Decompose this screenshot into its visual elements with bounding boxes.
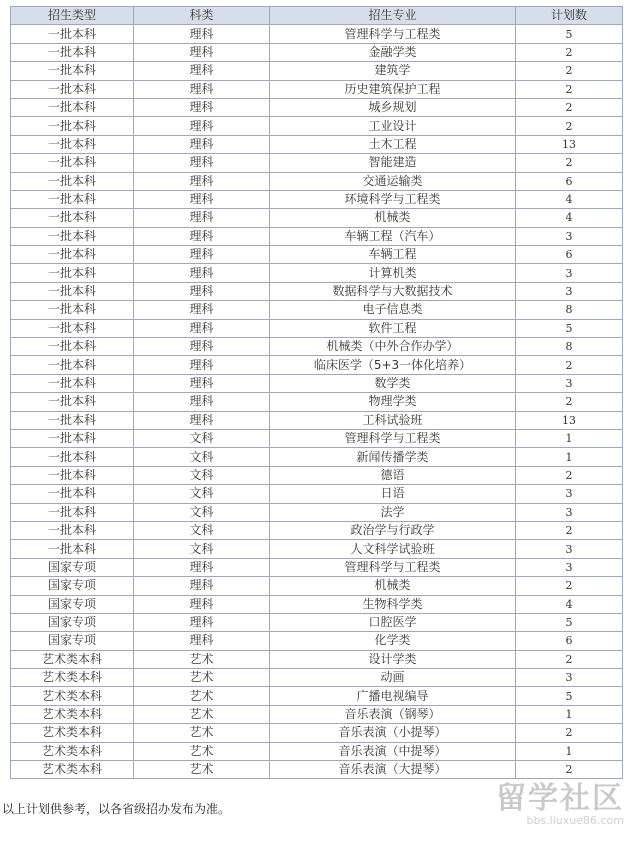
- cell-major: 化学类: [270, 632, 516, 650]
- cell-enrollment-type: 一批本科: [11, 356, 134, 374]
- cell-subject-category: 理科: [134, 319, 270, 337]
- cell-plan-count: 3: [516, 282, 623, 300]
- cell-plan-count: 2: [516, 650, 623, 668]
- cell-subject-category: 理科: [134, 43, 270, 61]
- cell-plan-count: 3: [516, 485, 623, 503]
- table-row: [11, 448, 623, 466]
- table-row: [11, 411, 623, 429]
- cell-major: 机械类（中外合作办学）: [270, 338, 516, 356]
- cell-major: 城乡规划: [270, 98, 516, 116]
- header-major: 招生专业: [270, 7, 516, 25]
- cell-enrollment-type: 一批本科: [11, 393, 134, 411]
- cell-plan-count: 5: [516, 687, 623, 705]
- cell-enrollment-type: 一批本科: [11, 429, 134, 447]
- cell-major: 计算机类: [270, 264, 516, 282]
- cell-subject-category: 理科: [134, 190, 270, 208]
- cell-enrollment-type: 国家专项: [11, 577, 134, 595]
- table-row: [11, 577, 623, 595]
- cell-major: 软件工程: [270, 319, 516, 337]
- cell-enrollment-type: 一批本科: [11, 62, 134, 80]
- table-row: [11, 227, 623, 245]
- cell-major: 音乐表演（大提琴）: [270, 761, 516, 779]
- table-row: [11, 190, 623, 208]
- cell-plan-count: 4: [516, 190, 623, 208]
- cell-plan-count: 4: [516, 595, 623, 613]
- cell-major: 机械类: [270, 209, 516, 227]
- cell-plan-count: 2: [516, 724, 623, 742]
- table-row: [11, 338, 623, 356]
- cell-subject-category: 理科: [134, 595, 270, 613]
- cell-major: 车辆工程（汽车）: [270, 227, 516, 245]
- cell-plan-count: 1: [516, 705, 623, 723]
- cell-major: 工业设计: [270, 117, 516, 135]
- cell-subject-category: 理科: [134, 80, 270, 98]
- cell-subject-category: 文科: [134, 429, 270, 447]
- table-row: [11, 595, 623, 613]
- cell-plan-count: 5: [516, 319, 623, 337]
- cell-enrollment-type: 一批本科: [11, 521, 134, 539]
- cell-major: 动画: [270, 669, 516, 687]
- cell-enrollment-type: 一批本科: [11, 448, 134, 466]
- cell-subject-category: 理科: [134, 374, 270, 392]
- cell-enrollment-type: 艺术类本科: [11, 742, 134, 760]
- cell-major: 电子信息类: [270, 301, 516, 319]
- cell-subject-category: 理科: [134, 282, 270, 300]
- cell-major: 智能建造: [270, 154, 516, 172]
- cell-enrollment-type: 艺术类本科: [11, 761, 134, 779]
- cell-plan-count: 2: [516, 117, 623, 135]
- cell-plan-count: 2: [516, 43, 623, 61]
- table-row: [11, 374, 623, 392]
- cell-subject-category: 理科: [134, 25, 270, 43]
- table-row: [11, 466, 623, 484]
- cell-enrollment-type: 一批本科: [11, 135, 134, 153]
- cell-subject-category: 艺术: [134, 705, 270, 723]
- table-row: [11, 669, 623, 687]
- table-row: [11, 282, 623, 300]
- cell-plan-count: 1: [516, 448, 623, 466]
- table-row: [11, 521, 623, 539]
- cell-major: 机械类: [270, 577, 516, 595]
- cell-enrollment-type: 国家专项: [11, 595, 134, 613]
- cell-plan-count: 3: [516, 374, 623, 392]
- table-row: [11, 80, 623, 98]
- table-row: [11, 742, 623, 760]
- cell-plan-count: 5: [516, 613, 623, 631]
- watermark-url: bbs.liuxue86.com: [526, 814, 624, 827]
- cell-enrollment-type: 一批本科: [11, 117, 134, 135]
- table-row: [11, 632, 623, 650]
- cell-major: 管理科学与工程类: [270, 429, 516, 447]
- cell-subject-category: 艺术: [134, 687, 270, 705]
- cell-plan-count: 1: [516, 742, 623, 760]
- cell-plan-count: 3: [516, 503, 623, 521]
- cell-subject-category: 理科: [134, 172, 270, 190]
- cell-subject-category: 文科: [134, 503, 270, 521]
- cell-plan-count: 13: [516, 411, 623, 429]
- cell-enrollment-type: 一批本科: [11, 190, 134, 208]
- table-row: [11, 724, 623, 742]
- table-row: [11, 393, 623, 411]
- cell-enrollment-type: 一批本科: [11, 227, 134, 245]
- cell-enrollment-type: 艺术类本科: [11, 650, 134, 668]
- cell-major: 生物科学类: [270, 595, 516, 613]
- header-subject-category: 科类: [134, 7, 270, 25]
- table-row: [11, 687, 623, 705]
- table-row: [11, 540, 623, 558]
- cell-plan-count: 5: [516, 25, 623, 43]
- cell-subject-category: 理科: [134, 338, 270, 356]
- cell-plan-count: 13: [516, 135, 623, 153]
- cell-subject-category: 理科: [134, 209, 270, 227]
- enrollment-plan-table: [10, 6, 623, 779]
- cell-plan-count: 2: [516, 154, 623, 172]
- cell-subject-category: 理科: [134, 227, 270, 245]
- cell-major: 广播电视编导: [270, 687, 516, 705]
- table-row: [11, 301, 623, 319]
- cell-major: 历史建筑保护工程: [270, 80, 516, 98]
- cell-plan-count: 2: [516, 761, 623, 779]
- table-row: [11, 43, 623, 61]
- cell-major: 口腔医学: [270, 613, 516, 631]
- cell-plan-count: 6: [516, 172, 623, 190]
- cell-enrollment-type: 一批本科: [11, 301, 134, 319]
- cell-enrollment-type: 艺术类本科: [11, 705, 134, 723]
- table-row: [11, 650, 623, 668]
- cell-plan-count: 2: [516, 80, 623, 98]
- header-enrollment-type: 招生类型: [11, 7, 134, 25]
- table-row: [11, 264, 623, 282]
- cell-plan-count: 2: [516, 393, 623, 411]
- cell-subject-category: 理科: [134, 117, 270, 135]
- cell-major: 数据科学与大数据技术: [270, 282, 516, 300]
- cell-subject-category: 理科: [134, 393, 270, 411]
- cell-major: 物理学类: [270, 393, 516, 411]
- cell-subject-category: 理科: [134, 246, 270, 264]
- cell-enrollment-type: 艺术类本科: [11, 669, 134, 687]
- cell-major: 数学类: [270, 374, 516, 392]
- cell-enrollment-type: 一批本科: [11, 246, 134, 264]
- cell-subject-category: 艺术: [134, 724, 270, 742]
- header-plan-count: 计划数: [516, 7, 623, 25]
- table-row: [11, 117, 623, 135]
- cell-major: 交通运输类: [270, 172, 516, 190]
- cell-plan-count: 6: [516, 632, 623, 650]
- cell-plan-count: 3: [516, 558, 623, 576]
- cell-major: 政治学与行政学: [270, 521, 516, 539]
- cell-major: 环境科学与工程类: [270, 190, 516, 208]
- cell-plan-count: 8: [516, 338, 623, 356]
- cell-major: 车辆工程: [270, 246, 516, 264]
- cell-subject-category: 理科: [134, 411, 270, 429]
- footnote: 以上计划供参考，以各省级招办发布为准。: [2, 802, 231, 816]
- cell-major: 金融学类: [270, 43, 516, 61]
- table-header-row: [11, 7, 623, 25]
- cell-enrollment-type: 一批本科: [11, 209, 134, 227]
- cell-enrollment-type: 一批本科: [11, 338, 134, 356]
- table-row: [11, 98, 623, 116]
- watermark-title: 留学社区: [496, 781, 624, 816]
- plan-table-container: [10, 6, 622, 779]
- cell-plan-count: 1: [516, 429, 623, 447]
- cell-major: 建筑学: [270, 62, 516, 80]
- table-body: [11, 25, 623, 779]
- cell-subject-category: 理科: [134, 135, 270, 153]
- cell-plan-count: 2: [516, 577, 623, 595]
- cell-plan-count: 3: [516, 540, 623, 558]
- cell-subject-category: 理科: [134, 632, 270, 650]
- cell-major: 人文科学试验班: [270, 540, 516, 558]
- cell-enrollment-type: 国家专项: [11, 613, 134, 631]
- cell-subject-category: 文科: [134, 521, 270, 539]
- cell-plan-count: 3: [516, 669, 623, 687]
- cell-subject-category: 艺术: [134, 669, 270, 687]
- table-row: [11, 485, 623, 503]
- cell-plan-count: 3: [516, 264, 623, 282]
- cell-plan-count: 6: [516, 246, 623, 264]
- cell-plan-count: 2: [516, 466, 623, 484]
- cell-enrollment-type: 一批本科: [11, 43, 134, 61]
- cell-enrollment-type: 艺术类本科: [11, 687, 134, 705]
- cell-subject-category: 理科: [134, 264, 270, 282]
- cell-major: 设计学类: [270, 650, 516, 668]
- cell-major: 音乐表演（钢琴）: [270, 705, 516, 723]
- cell-major: 日语: [270, 485, 516, 503]
- cell-enrollment-type: 一批本科: [11, 319, 134, 337]
- cell-enrollment-type: 一批本科: [11, 154, 134, 172]
- cell-subject-category: 理科: [134, 98, 270, 116]
- cell-major: 工科试验班: [270, 411, 516, 429]
- cell-subject-category: 文科: [134, 448, 270, 466]
- cell-enrollment-type: 一批本科: [11, 411, 134, 429]
- cell-major: 土木工程: [270, 135, 516, 153]
- cell-subject-category: 文科: [134, 466, 270, 484]
- table-row: [11, 62, 623, 80]
- table-row: [11, 172, 623, 190]
- cell-plan-count: 2: [516, 356, 623, 374]
- cell-subject-category: 理科: [134, 356, 270, 374]
- table-row: [11, 558, 623, 576]
- table-row: [11, 429, 623, 447]
- cell-subject-category: 理科: [134, 558, 270, 576]
- table-row: [11, 705, 623, 723]
- cell-enrollment-type: 一批本科: [11, 25, 134, 43]
- cell-enrollment-type: 一批本科: [11, 282, 134, 300]
- cell-enrollment-type: 一批本科: [11, 264, 134, 282]
- cell-subject-category: 理科: [134, 577, 270, 595]
- cell-plan-count: 2: [516, 98, 623, 116]
- table-row: [11, 503, 623, 521]
- cell-major: 管理科学与工程类: [270, 558, 516, 576]
- cell-enrollment-type: 艺术类本科: [11, 724, 134, 742]
- cell-plan-count: 4: [516, 209, 623, 227]
- cell-subject-category: 文科: [134, 540, 270, 558]
- cell-major: 音乐表演（小提琴）: [270, 724, 516, 742]
- cell-enrollment-type: 一批本科: [11, 503, 134, 521]
- table-row: [11, 356, 623, 374]
- cell-enrollment-type: 一批本科: [11, 540, 134, 558]
- cell-major: 法学: [270, 503, 516, 521]
- cell-plan-count: 8: [516, 301, 623, 319]
- watermark-logo: [496, 783, 624, 827]
- cell-plan-count: 2: [516, 62, 623, 80]
- cell-subject-category: 理科: [134, 154, 270, 172]
- cell-enrollment-type: 一批本科: [11, 98, 134, 116]
- cell-subject-category: 理科: [134, 301, 270, 319]
- table-row: [11, 135, 623, 153]
- table-row: [11, 154, 623, 172]
- cell-subject-category: 艺术: [134, 650, 270, 668]
- cell-enrollment-type: 国家专项: [11, 558, 134, 576]
- cell-subject-category: 艺术: [134, 761, 270, 779]
- cell-enrollment-type: 一批本科: [11, 485, 134, 503]
- cell-enrollment-type: 一批本科: [11, 374, 134, 392]
- cell-plan-count: 3: [516, 227, 623, 245]
- table-row: [11, 319, 623, 337]
- cell-subject-category: 理科: [134, 613, 270, 631]
- cell-subject-category: 艺术: [134, 742, 270, 760]
- cell-enrollment-type: 国家专项: [11, 632, 134, 650]
- cell-major: 管理科学与工程类: [270, 25, 516, 43]
- table-row: [11, 25, 623, 43]
- cell-subject-category: 理科: [134, 62, 270, 80]
- cell-major: 临床医学（5+3一体化培养）: [270, 356, 516, 374]
- table-row: [11, 246, 623, 264]
- cell-subject-category: 文科: [134, 485, 270, 503]
- table-row: [11, 613, 623, 631]
- cell-major: 新闻传播学类: [270, 448, 516, 466]
- cell-enrollment-type: 一批本科: [11, 172, 134, 190]
- cell-plan-count: 2: [516, 521, 623, 539]
- table-row: [11, 209, 623, 227]
- cell-enrollment-type: 一批本科: [11, 80, 134, 98]
- table-row: [11, 761, 623, 779]
- cell-major: 音乐表演（中提琴）: [270, 742, 516, 760]
- cell-major: 德语: [270, 466, 516, 484]
- cell-enrollment-type: 一批本科: [11, 466, 134, 484]
